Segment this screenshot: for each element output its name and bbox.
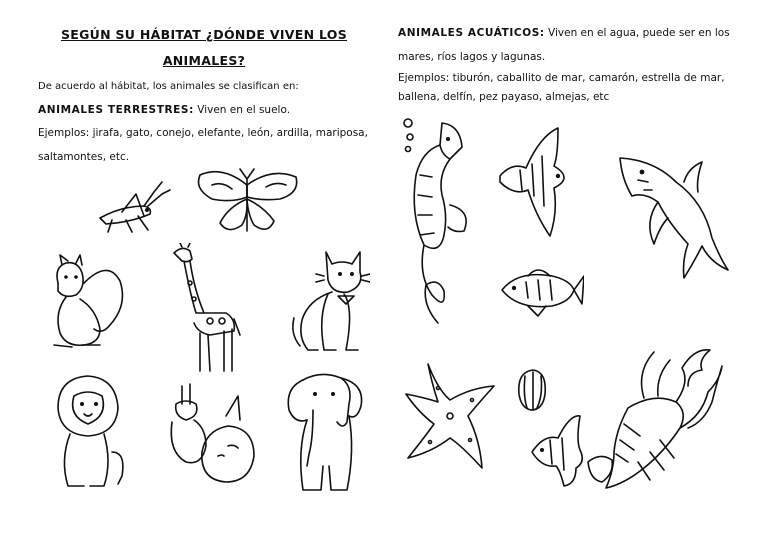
- aquatic-heading: [398, 27, 730, 39]
- lion-drawing: [52, 372, 128, 494]
- squirrel-drawing: [44, 253, 126, 353]
- aquatic-line2: mares, ríos lagos y lagunas.: [398, 51, 546, 63]
- rabbits-drawing: [166, 382, 258, 488]
- intro-text: De acuerdo al hábitat, los animales se clasifican en:: [38, 81, 299, 92]
- page-title-line2: ANIMALES?: [162, 53, 246, 68]
- terrestrial-heading: [38, 104, 290, 116]
- aquatic-desc: Viven en el agua, puede ser en los: [544, 27, 730, 39]
- aquatic-label: ANIMALES ACUÁTICOS:: [398, 27, 545, 39]
- seahorse-drawing: [402, 115, 474, 329]
- shark-drawing: [614, 152, 730, 292]
- terrestrial-desc: Viven en el suelo.: [193, 104, 291, 116]
- cat-drawing: [288, 246, 370, 358]
- crayfish-drawing: [584, 342, 724, 494]
- starfish-drawing: [404, 360, 500, 472]
- angelfish-drawing: [498, 126, 576, 238]
- terrestrial-label: ANIMALES TERRESTRES:: [38, 104, 194, 116]
- terrestrial-examples-line2: saltamontes, etc.: [38, 151, 130, 163]
- aquatic-examples-line2: ballena, delfín, pez payaso, almejas, etc: [398, 91, 610, 103]
- tropical-fish-drawing: [530, 412, 586, 488]
- butterfly-drawing: [192, 165, 302, 241]
- small-fish-drawing: [498, 262, 584, 318]
- elephant-drawing: [283, 370, 367, 494]
- grasshopper-drawing: [92, 176, 172, 236]
- terrestrial-examples-line1: Ejemplos: jirafa, gato, conejo, elefante, león, ardilla, mariposa,: [38, 127, 368, 139]
- aquatic-examples-line1: Ejemplos: tiburón, caballito de mar, camarón, estrella de mar,: [398, 72, 725, 84]
- giraffe-drawing: [170, 243, 242, 375]
- page-title-line1: SEGÚN SU HÁBITAT ¿DÓNDE VIVEN LOS: [60, 27, 348, 42]
- clam-drawing: [515, 366, 549, 414]
